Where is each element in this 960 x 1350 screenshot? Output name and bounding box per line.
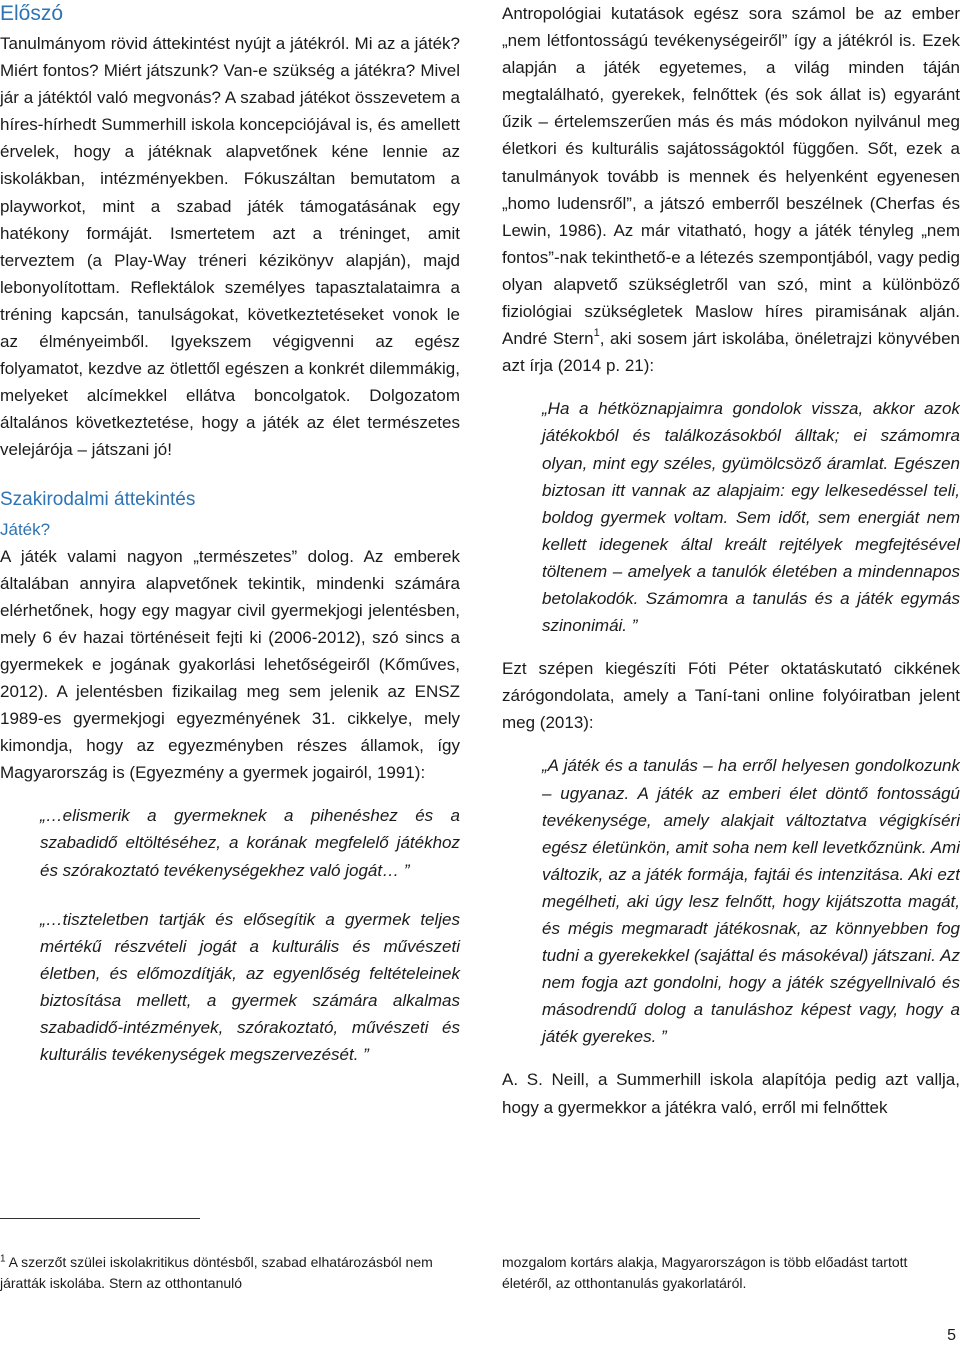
preface-paragraph: Tanulmányom rövid áttekintést nyújt a játékról. Mi az a játék? Miért fontos? Miért játszunk? Van-e szükség a játékra? Mivel jár a játéktól való megvonás? A szabad játékot összevetem a híres-hírhedt Summerhill iskola koncepciójával is, és amellett érvelek, hogy a játéknak alapvetőnek kéne lennie az iskolákban, intézményekben. Fókuszáltan bemutatom a playworkot, mint a szabad játék támogatásának egy hatékony formáját. Ismertetem azt a tréninget, amit terveztem (a Play-Way tréneri kézikönyv alapján), majd lebonyolítottam. Reflektálok személyes tapasztalataimra a tréning kapcsán, tanulságokat, következtetéseket vonok le az élményeimből. Igyekszem végigvenni az egész folyamatot, kezdve az ötlettől egészen a konkrét dilemmákig, melyeket alcímekkel ellátva boncolgatok. Dolgozatom általános következtetése, hogy a játék az élet természetes velejárója – játszani jó! [0,34,460,460]
right-column [502,0,960,1121]
anthropology-text-end: , aki sosem járt iskolába, önéletrajzi könyvében azt írja (2014 p. 21): [502,329,960,376]
foti-paragraph: Ezt szépen kiegészíti Fóti Péter oktatáskutató cikkének zárógondolata, amely a Taní-tani online folyóiratban jelent meg (2013): [502,659,960,733]
anthropology-paragraph [502,0,960,379]
footnote-right: mozgalom kortárs alakja, Magyarországon is több előadást tartott életéről, az otthontanulás gyakorlatáról. [502,1254,908,1291]
heading-literature-review: Szakirodalmi áttekintés [0,488,196,510]
quote-un-convention-2: „…tiszteletben tartják és elősegítik a gyermek teljes mértékű részvételi jogát a kulturális és művészeti életben, és előmozdítják, az egyenlőség feltételeinek biztosítása mellett, a gyermek számára alkalmas szabadidő-intézmények, szórakoztató, művészeti és kulturális tevékenységek megszervezését. ” [40,909,460,1065]
footnote-left [0,1252,460,1294]
footnote-text-left: A szerzőt szülei iskolakritikus döntésből, szabad elhatározásból nem járatták iskolába. Stern az otthontanuló [0,1254,433,1291]
page-number: 5 [947,1327,956,1344]
heading-preface: Előszó [0,2,64,25]
play-paragraph: A játék valami nagyon „természetes” dolog. Az emberek általában annyira alapvetőnek tekintik, mindenki számára elérhetőnek, hogy egy magyar civil gyermekjogi jelentésben, mely 6 év hazai történéseit fejti ki (2006-2012), szó sincs a gyermekek e jogának gyakorlási lehetőségeiről (Kőműves, 2012). A jelentésben fizikailag meg sem jelenik az ENSZ 1989-es gyermekjogi egyezményének 31. cikkelye, mely kimondja, hogy az egyezményben részes államok, így Magyarország is (Egyezmény a gyermek jogairól, 1991): [0,546,460,783]
footnote-reference: 1 [593,327,600,340]
quote-foti: „A játék és a tanulás – ha erről helyesen gondolkozunk – ugyanaz. A játék az emberi élet döntő fontosságú tevékenysége, amely alakjait változtatva végigkíséri egész életünkön, amit soha nem kell levetkőznünk. Ami változik, az a játék formája, fajtái és intenzitása. Aki ezt megélheti, aki úgy lesz felnőtt, hogy kijátszotta magát, és mégis megmaradt játékosnak, az könnyebben fog tudni a gyerekekkel (sajáttal és másokéval) játszani. Az nem fogja azt gondolni, hogy a játék szégyellnivaló és másodrendű dolog a tanuláshoz képest vagy, hogy a játék gyerekes. ” [542,756,960,1047]
quote-stern: „Ha a hétköznapjaimra gondolok vissza, akkor azok játékokból és találkozásokból álltak; ei számomra olyan, mint egy széles, gyümölcsöző áramlat. Egészen biztosan itt vannak az alapjaim: egy lelkesedéssel teli, boldog gyermek voltam. Sem időt, sem energiát nem kellett idegenek által kreált rejtélyek megfejtésével töltenem – amelyek a tanulók életében a mindennapos betolakodók. Számomra a tanulás és a játék egymás szinonimái. ” [542,399,960,636]
footnote-mark: 1 [0,1253,6,1265]
anthropology-text: Antropológiai kutatások egész sora számol be az ember „nem létfontosságú tevékenységeiről” így a játékról is. Ezek alapján a játék egyetemes, a világ minden táján megtalálható, gyerekek, felnőttek (és sok állat is) egyaránt űzik – értelemszerűen más és más módokon nyilvánul meg életkori és kulturális sajátosságoktól függően. Sőt, ezek a tanulmányok tovább is mennek és helyenként egyenesen „homo ludensről”, a játszó emberről beszélnek (Cherfas és Lewin, 1986). Az már vitatható, hogy a játék tényleg „nem fontos”-nak tekinthető-e a létezés szempontjából, vagy pedig olyan alapvető szükségletről van szó, mint a különböző fiziológiai szükségletek Maslow híres piramisának alján. André Stern [502,4,960,349]
heading-play: Játék? [0,519,51,539]
left-column [0,0,460,1068]
quote-un-convention-1: „…elismerik a gyermeknek a pihenéshez és a szabadidő eltöltéséhez, a korának megfelelő játékhoz és szórakoztató tevékenységekhez való jogát… ” [40,806,460,880]
footnote-separator [0,1218,200,1219]
neill-paragraph: A. S. Neill, a Summerhill iskola alapítója pedig azt vallja, hogy a gyermekkor a játékra való, erről mi felnőttek [502,1070,960,1117]
